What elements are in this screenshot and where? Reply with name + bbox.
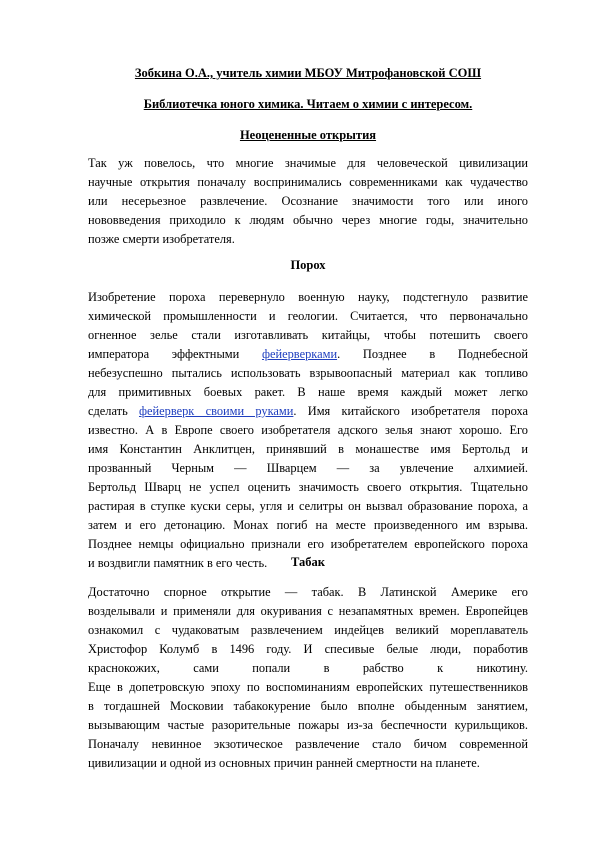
tobacco-line: Поначалу невинное экзотическое развлечение стало бичом современной — [88, 737, 528, 751]
gunpowder-line: затем и его детонацию. Монах погиб на месте произведенного им взрыва. — [88, 518, 528, 532]
section-heading-tobacco: Табак — [291, 555, 325, 569]
gunpowder-text: . Позднее в Поднебесной — [337, 347, 528, 361]
author-line: Зобкина О.А., учитель химии МБОУ Митрофановской СОШ — [134, 66, 482, 80]
gunpowder-line: известно. А в Европе своего изобретателя адского зелья знают хорошо. Его — [88, 423, 528, 437]
intro-line: позже смерти изобретателя. — [88, 232, 235, 246]
tobacco-line: ознакомил с чудаковатым развлечением индейцев великий мореплаватель — [88, 623, 528, 637]
gunpowder-line: прозванный Черным — Шварцем — за увлечение алхимией. — [88, 461, 528, 475]
intro-paragraph — [88, 154, 528, 249]
tobacco-line: краснокожих, сами попали в рабство к никотину. — [88, 661, 528, 675]
gunpowder-line: Изобретение пороха перевернуло военную науку, подстегнуло развитие — [88, 290, 528, 304]
intro-line: или несерьезное развлечение. Осознание значимости того или иного — [88, 194, 528, 208]
gunpowder-line: и воздвигли памятник в его честь. — [88, 556, 268, 570]
gunpowder-line: химической промышленности и геологии. Считается, что первоначально — [88, 309, 528, 323]
document-title: Неоцененные открытия — [239, 128, 377, 142]
gunpowder-line-with-link — [88, 345, 528, 364]
diy-fireworks-link[interactable]: фейерверк своими руками — [138, 404, 294, 418]
tobacco-line: возделывали и применяли для окуривания с незапамятных времен. Европейцев — [88, 604, 528, 618]
tobacco-paragraph — [88, 583, 528, 773]
gunpowder-line: Бертольд Шварц не успел оценить значимость своего открытия. Тщательно — [88, 480, 528, 494]
intro-line: Так уж повелось, что многие значимые для человеческой цивилизации — [88, 156, 528, 170]
intro-line: нововведения приходило к людям обычно через многие годы, значительно — [88, 213, 528, 227]
tobacco-line: Еще в допетровскую эпоху по воспоминаниям европейских путешественников — [88, 680, 528, 694]
gunpowder-line: Позднее немцы официально признали его изобретателем европейского пороха — [88, 537, 528, 551]
tobacco-line: Христофор Колумб в 1496 году. И спесивые белые люди, поработив — [88, 642, 528, 656]
series-title: Библиотечка юного химика. Читаем о химии с интересом. — [143, 97, 473, 111]
gunpowder-text: императора эффектными — [88, 347, 240, 361]
tobacco-line: Достаточно спорное открытие — табак. В Латинской Америке его — [88, 585, 528, 599]
gunpowder-text: сделать — [88, 404, 128, 418]
gunpowder-paragraph — [88, 288, 528, 573]
fireworks-link[interactable]: фейерверками — [261, 347, 338, 361]
gunpowder-line: небезуспешно пытались использовать взрывоопасный материал как топливо — [88, 366, 528, 380]
section-heading-gunpowder: Порох — [290, 258, 326, 272]
gunpowder-text: . Имя китайского изобретателя пороха — [293, 404, 528, 418]
gunpowder-line-with-link — [88, 402, 528, 421]
tobacco-line: в тогдашней Московии табакокурение было вполне обыденным занятием, — [88, 699, 528, 713]
gunpowder-line: имя Константин Анклитцен, принявший в монашестве имя Бертольд и — [88, 442, 528, 456]
gunpowder-line: для примитивных боевых ракет. В наше время каждый может легко — [88, 385, 528, 399]
tobacco-line: цивилизации и одной из основных причин ранней смертности на планете. — [88, 756, 480, 770]
intro-line: научные открытия поначалу воспринимались современниками как чудачество — [88, 175, 528, 189]
gunpowder-line: растирая в ступке куски серы, угля и селитры он вызвал образование пороха, а — [88, 499, 528, 513]
tobacco-line: вызывающим частые разорительные пожары из-за беспечности курильщиков. — [88, 718, 528, 732]
gunpowder-line: огненное зелье стали изготавливать китайцы, чтобы потешить своего — [88, 328, 528, 342]
